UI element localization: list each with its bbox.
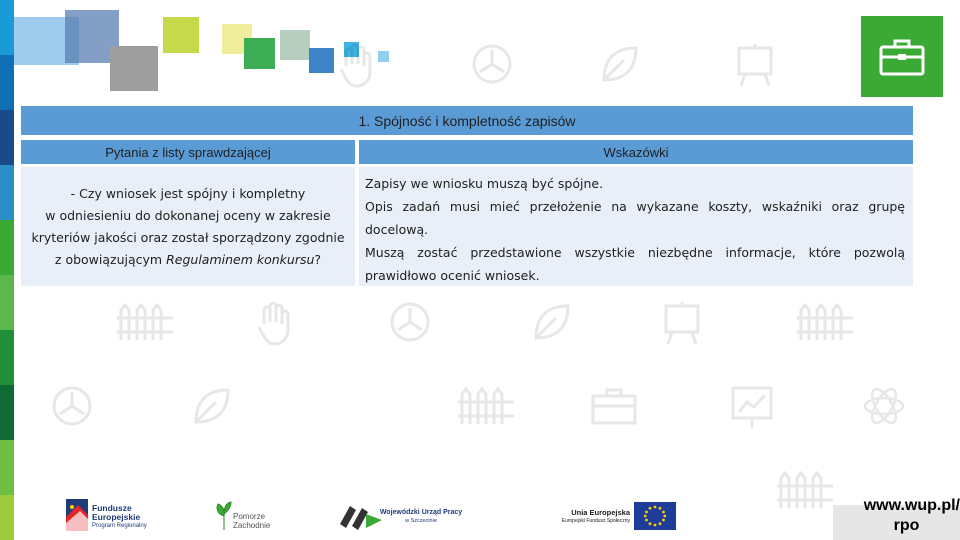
- logo-text: Pomorze: [233, 512, 266, 521]
- website-url[interactable]: [833, 496, 960, 536]
- wind-turbine-icon: [388, 300, 432, 344]
- logo-text: w Szczecinie: [405, 518, 437, 524]
- side-color-strip: [0, 0, 14, 540]
- fence-icon: [456, 386, 516, 426]
- question-cell: [21, 167, 355, 286]
- hints-cell: [359, 167, 913, 286]
- logo-wup-szczecin: [338, 500, 480, 532]
- fe-flag-icon: [66, 499, 88, 531]
- leaf-icon: [530, 300, 574, 344]
- easel-icon: [735, 42, 775, 88]
- briefcase-icon: [878, 37, 926, 77]
- hint-item: Opis zadań musi mieć przełożenie na wykazane koszty, wskaźniki oraz grupę docelową.: [365, 199, 905, 237]
- leaf-icon: [598, 42, 642, 86]
- eu-flag-icon: [634, 502, 676, 530]
- hand-icon: [258, 300, 292, 346]
- hint-item: Muszą zostać przedstawione wszystkie niezbędne informacje, które pozwolą prawidłowo ocenić wniosek.: [365, 245, 905, 283]
- logo-text: Europejski Fundusz Społeczny: [561, 518, 630, 524]
- url-line: rpo: [893, 517, 920, 534]
- fence-icon: [115, 302, 175, 342]
- leaf-icon: [190, 384, 234, 428]
- logo-unia-europejska: [540, 502, 676, 532]
- logo-text: Europejskie: [92, 512, 141, 522]
- question-line: [31, 249, 344, 271]
- logo-text: Unia Europejska: [571, 508, 630, 517]
- question-text: z obowiązującym: [54, 251, 167, 267]
- fence-icon: [795, 302, 855, 342]
- wind-turbine-icon: [470, 42, 514, 86]
- briefcase-icon: [590, 386, 638, 426]
- logo-text: Zachodnie: [233, 521, 271, 530]
- question-line: w odniesieniu do dokonanej oceny w zakresie: [45, 207, 331, 223]
- column-header-hints: Wskazówki: [359, 140, 913, 164]
- url-line: www.wup.pl/: [863, 497, 960, 514]
- sprout-icon: [215, 500, 233, 530]
- hand-icon: [340, 42, 374, 88]
- regulation-name: Regulaminem konkursu: [166, 251, 315, 267]
- fence-icon: [775, 470, 835, 510]
- table-title: 1. Spójność i kompletność zapisów: [21, 106, 913, 135]
- header-briefcase-badge: [861, 16, 943, 97]
- atom-icon: [862, 384, 906, 428]
- question-line: - Czy wniosek jest spójny i kompletny: [70, 185, 306, 201]
- easel-icon: [662, 300, 702, 346]
- logo-text: Program Regionalny: [92, 523, 147, 529]
- question-mark: ?: [314, 251, 322, 267]
- column-header-questions: Pytania z listy sprawdzającej: [21, 140, 355, 164]
- wind-turbine-icon: [50, 384, 94, 428]
- logo-text: Wojewódzki Urząd Pracy: [379, 509, 463, 516]
- logo-text: Fundusze: [92, 503, 132, 513]
- hint-item: Zapisy we wniosku muszą być spójne.: [365, 176, 604, 191]
- chart-board-icon: [730, 384, 774, 430]
- logo-fundusze-europejskie: [66, 497, 166, 533]
- question-line: kryteriów jakości oraz został sporządzony zgodnie: [31, 229, 345, 245]
- logo-pomorze-zachodnie: [215, 500, 285, 532]
